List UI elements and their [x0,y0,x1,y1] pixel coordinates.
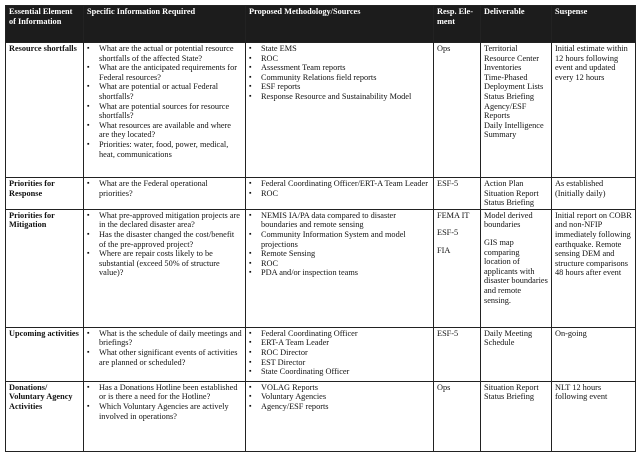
list-item: ▪ What are potential sources for resource shortfalls? [99,102,242,121]
table-row [6,43,636,178]
essential-element-cell: Priorities for Response [6,178,84,210]
list-item: ▪ What pre-approved mitigation projects are in the declared disaster area? [99,211,242,230]
suspense-cell [552,327,636,381]
list-item: ▪ Assessment Team reports [261,63,430,73]
deliverable-item: Situation Report [484,382,539,392]
list-item: ▪ ROC Director [261,348,430,358]
methodology-cell [246,43,434,178]
header-essential-element: Essential Element of Information [6,6,84,43]
essential-element-cell: Priorities for Mitigation [6,209,84,327]
table-row [6,209,636,327]
essential-element-cell: Upcoming activities [6,327,84,381]
methodology-cell [246,327,434,381]
resp-value: ESF-5 [437,179,459,188]
list-item: ▪ Community Relations field reports [261,73,430,83]
header-specific-info: Specific Information Required [84,6,246,43]
resp-element-cell [434,327,481,381]
list-item: ▪ NEMIS IA/PA data compared to disaster boundaries and remote sensing [261,211,430,230]
resp-element-cell [434,43,481,178]
list-item: ▪ What are the Federal operational priorities? [99,179,242,198]
resp-element-cell [434,381,481,451]
suspense-value: As established [555,179,604,188]
specific-info-cell [84,327,246,381]
list-item: ▪ ESF reports [261,82,430,92]
resp-value: Ops [437,382,451,392]
resp-value: Ops [437,44,451,53]
resp-value: FIA [437,245,451,255]
deliverable-item: GIS map comparing location of applicants with disaster boundaries and remote sensing. [484,237,548,305]
suspense-cell [552,178,636,210]
resp-value: ESF-5 [437,228,459,238]
deliverable-item: Status Briefing [484,392,535,402]
list-item: ▪ Voluntary Agencies [261,392,430,402]
methodology-cell [246,381,434,451]
table-row [6,381,636,451]
resp-element-cell [434,178,481,210]
list-item: ▪ Federal Coordinating Officer [261,329,430,339]
list-item: ▪ What are the actual or potential resource shortfalls of the affected State? [99,44,242,63]
list-item: ▪ Agency/ESF reports [261,402,430,412]
header-methodology: Proposed Methodology/Sources [246,6,434,43]
suspense-value: Initial report on COBR and non-NFIP immediately following earthquake. Remote sensing DEM and structure comparisons 48 hours after event [555,210,632,278]
suspense-cell [552,43,636,178]
list-item: ▪ Federal Coordinating Officer/ERT-A Team Leader [261,179,430,189]
deliverable-cell [481,209,552,327]
list-item: ▪ ROC [261,189,430,199]
list-item: ▪ ROC [261,54,430,64]
header-suspense: Suspense [552,6,636,43]
essential-element-cell: Donations/ Voluntary Agency Activities [6,381,84,451]
list-item: ▪ Has the disaster changed the cost/benefit of the pre-approved project? [99,230,242,249]
specific-info-cell [84,209,246,327]
suspense-value: Initial estimate within 12 hours following event and updated every 12 hours [555,44,628,82]
list-item: ▪ What resources are available and where are they located? [99,121,242,140]
list-item: ▪ ERT-A Team Leader [261,338,430,348]
header-deliverable: Deliverable [481,6,552,43]
essential-element-cell: Resource shortfalls [6,43,84,178]
list-item: ▪ State Coordinating Officer [261,367,430,377]
deliverable-cell [481,178,552,210]
list-item: ▪ Where are repair costs likely to be substantial (exceed 50% of structure value)? [99,249,242,278]
list-item: ▪ What other significant events of activities are planned or scheduled? [99,348,242,367]
list-item: ▪ Has a Donations Hotline been established or is there a need for the Hotline? [99,383,242,402]
list-item: ▪ Priorities: water, food, power, medical, heat, communications [99,140,242,159]
header-resp-element: Resp. Ele-ment [434,6,481,43]
list-item: ▪ Community Information System and model projections [261,230,430,249]
resp-value: FEMA IT [437,210,470,220]
deliverable-cell [481,43,552,178]
list-item: ▪ What are the anticipated requirements for Federal resources? [99,63,242,82]
deliverable-item: Action Plan [484,179,524,188]
specific-info-cell [84,43,246,178]
suspense-value: NLT 12 hours following event [555,382,608,402]
list-item: ▪ Remote Sensing [261,249,430,259]
list-item: ▪ Which Voluntary Agencies are actively involved in operations? [99,402,242,421]
suspense-cell [552,209,636,327]
list-item: ▪ PDA and/or inspection teams [261,268,430,278]
list-item: ▪ What is the schedule of daily meetings and briefings? [99,329,242,348]
deliverable-item: Status Briefing [484,91,535,101]
deliverable-item: Status Briefing [484,198,535,208]
deliverable-item: Daily Meeting Schedule [484,328,533,348]
header-row [6,6,636,43]
resp-element-cell [434,209,481,327]
list-item: ▪ Response Resource and Sustainability Model [261,92,430,102]
deliverable-cell [481,381,552,451]
deliverable-item: Agency/ESF Reports [484,101,527,121]
list-item: ▪ State EMS [261,44,430,54]
resp-value: ESF-5 [437,328,459,338]
table-row [6,327,636,381]
deliverable-cell [481,327,552,381]
specific-info-cell [84,178,246,210]
deliverable-item: Territorial Resource Center Inventories [484,44,540,73]
suspense-value: On-going [555,328,587,338]
deliverable-item: Model derived boundaries [484,210,533,230]
suspense-cell [552,381,636,451]
methodology-cell [246,209,434,327]
list-item: ▪ VOLAG Reports [261,383,430,393]
list-item: ▪ What are potential or actual Federal shortfalls? [99,82,242,101]
methodology-cell [246,178,434,210]
deliverable-item: Time-Phased Deployment Lists [484,72,544,92]
table-row [6,178,636,210]
deliverable-item: Daily Intelligence Summary [484,120,544,140]
suspense-value: (Initially daily) [555,188,606,198]
information-requirements-table [5,5,636,452]
list-item: ▪ EST Director [261,358,430,368]
deliverable-item: Situation Report [484,188,539,198]
list-item: ▪ ROC [261,259,430,269]
specific-info-cell [84,381,246,451]
